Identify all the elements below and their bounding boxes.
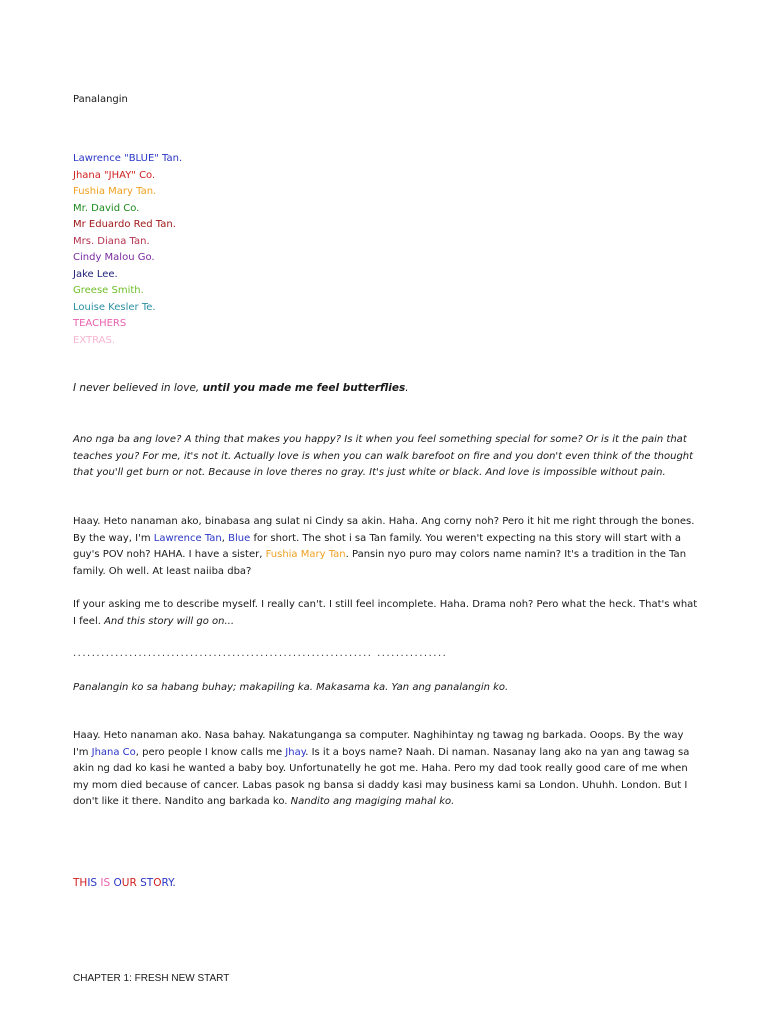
story-heading-segment: IS bbox=[87, 877, 98, 889]
cast-member: Mrs. Diana Tan. bbox=[73, 235, 150, 247]
cast-member: Jake Lee. bbox=[73, 268, 118, 280]
cast-member: Mr Eduardo Red Tan. bbox=[73, 219, 176, 230]
story-heading-segment: IS bbox=[100, 877, 111, 889]
jhay-intro-text-3: . Is it a boys name? Naah. Di naman. Nasanay lang ako na yan ang tawag sa akin ng dad ko kasi he wanted a baby boy. Unfortunatelly he got me. Haha. Pero my dad took really good care of me when my mom died because of cancer. Labas pasok ng bansa si daddy kasi may business kami sa London. Uhuhh. London. But I don't like it there. Nandito ang barkada ko. bbox=[73, 746, 690, 807]
chapter-heading: CHAPTER 1: FRESH NEW START bbox=[73, 973, 230, 984]
jhay-intro-paragraph bbox=[73, 728, 698, 811]
cast-member: Fushia Mary Tan. bbox=[73, 186, 157, 197]
blue-intro-text-1: Haay. Heto nanaman ako, binabasa ang sulat ni Cindy sa akin. Haha. Ang corny noh? Pero it hit me right through the bones. By the way, I'm bbox=[73, 516, 695, 544]
cast-member: Mr. David Co. bbox=[73, 202, 140, 214]
cast-member: Louise Kesler Te. bbox=[73, 301, 156, 313]
quote-end: . bbox=[405, 382, 409, 394]
describe-text: If your asking me to describe myself. I really can't. I still feel incomplete. Haha. Drama noh? Pero what the heck. That's what I feel. bbox=[73, 599, 698, 627]
story-heading-segment: O bbox=[113, 877, 122, 889]
love-paragraph: Ano nga ba ang love? A thing that makes you happy? Is it when you feel something special for some? Or is it the pain that teaches you? For me, it's not it. Actually love is when you can walk barefoot on fire and you don't even think of the thought that you'll get burn or not. Because in love theres no gray. It's just white or black. And love is impossible without pain. bbox=[73, 434, 694, 478]
jhay-intro-italic: Nandito ang magiging mahal ko. bbox=[290, 796, 455, 807]
describe-myself-paragraph bbox=[73, 597, 698, 630]
story-heading-segment: RY bbox=[161, 877, 173, 889]
opening-quote bbox=[73, 382, 409, 394]
cast-member: Cindy Malou Go. bbox=[73, 252, 155, 263]
name-jhana-co: Jhana Co bbox=[91, 746, 136, 758]
cast-member: EXTRAS. bbox=[73, 334, 116, 346]
this-is-our-story-heading bbox=[73, 877, 176, 889]
blue-intro-text-4: . Pansin nyo puro may colors name namin? It's a tradition in the Tan family. Oh well. At least naiiba dba? bbox=[73, 549, 687, 577]
cast-member: Greese Smith. bbox=[73, 285, 144, 296]
story-title: Panalangin bbox=[73, 94, 128, 105]
name-jhay: Jhay bbox=[285, 746, 306, 758]
panalangin-line: Panalangin ko sa habang buhay; makapiling ka. Makasama ka. Yan ang panalangin ko. bbox=[73, 682, 509, 693]
story-heading-segment: TH bbox=[73, 877, 88, 889]
jhay-intro-text-2: , pero people I know calls me bbox=[135, 746, 286, 758]
section-divider: ................................................................ ............... bbox=[73, 648, 448, 659]
name-fushia-mary-tan: Fushia Mary Tan bbox=[265, 549, 346, 560]
cast-list bbox=[73, 151, 182, 349]
story-heading-segment: . bbox=[172, 877, 176, 889]
jhay-intro-text-1: Haay. Heto nanaman ako. Nasa bahay. Nakatunganga sa computer. Naghihintay ng tawag ng barkada. Ooops. By the way I'm bbox=[73, 730, 684, 758]
story-heading-segment: UR bbox=[121, 877, 137, 889]
name-blue: Blue bbox=[228, 532, 251, 544]
cast-member: Lawrence "BLUE" Tan. bbox=[73, 153, 183, 164]
quote-lead: I never believed in love, bbox=[73, 382, 203, 394]
describe-italic: And this story will go on... bbox=[104, 615, 235, 627]
blue-intro-paragraph bbox=[73, 514, 698, 580]
cast-member: Jhana "JHAY" Co. bbox=[73, 169, 156, 181]
name-lawrence-tan: Lawrence Tan bbox=[153, 532, 222, 544]
story-heading-segment: ST bbox=[140, 877, 154, 889]
blue-intro-text-3: for short. The shot i sa Tan family. You weren't expecting na this story will start with a guy's POV noh? HAHA. I have a sister, bbox=[73, 532, 681, 560]
quote-bold: until you made me feel butterflies bbox=[202, 382, 406, 394]
cast-member: TEACHERS bbox=[73, 318, 127, 329]
story-heading-segment: O bbox=[153, 877, 162, 889]
blue-intro-text-2: , bbox=[221, 532, 229, 544]
